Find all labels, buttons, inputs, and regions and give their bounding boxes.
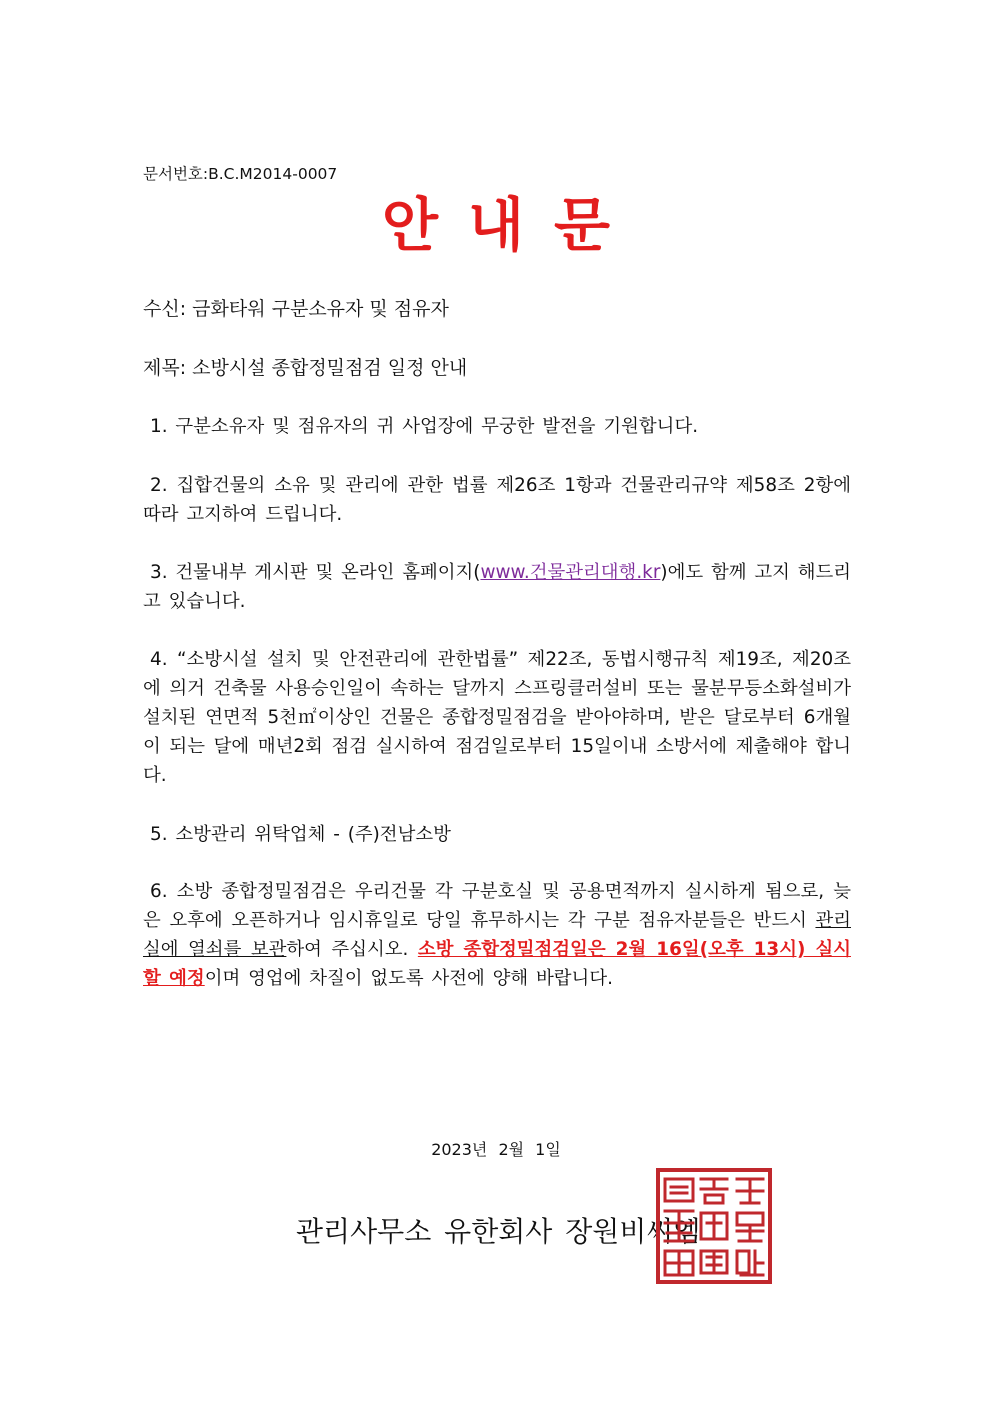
homepage-link[interactable]: www.건물관리대행.kr xyxy=(480,562,661,583)
subject-line: 제목: 소방시설 종합정밀점검 일정 안내 xyxy=(143,357,468,379)
company-seal xyxy=(655,1167,773,1285)
paragraph-2 xyxy=(143,471,851,529)
paragraph-3-text-before: 3. 건물내부 게시판 및 온라인 홈페이지( xyxy=(150,562,481,583)
paragraph-2-text: 2. 집합건물의 소유 및 관리에 관한 법률 제26조 1항과 건물관리규약 제58조 2항에 따라 고지하여 드립니다. xyxy=(143,475,851,525)
paragraph-4-text: 4. “소방시설 설치 및 안전관리에 관한법률” 제22조, 동법시행규칙 제19조, 제20조에 의거 건축물 사용승인일이 속하는 달까지 스프링클러설비 또는 물분무등소화설비가 설치된 연면적 5천㎡이상인 건물은 종합정밀점검을 받아야하며, 받은 달로부터 6개월이 되는 달에 매년2회 점검 실시하여 점검일로부터 15일이내 소방서에 제출해야 합니다. xyxy=(143,649,851,786)
paragraph-5-text: 5. 소방관리 위탁업체 - (주)전남소방 xyxy=(150,824,451,845)
document-date: 2023년 2월 1일 xyxy=(431,1140,561,1159)
recipient-line: 수신: 금화타워 구분소유자 및 점유자 xyxy=(143,298,449,320)
paragraph-3 xyxy=(143,558,851,616)
signature-line: 관리사무소 유한회사 장원비씨엠 xyxy=(296,1215,701,1248)
inspection-date-notice: 소방 종합정밀점검일은 2월 16일(오후 13시) 실시할 예정 xyxy=(143,939,851,989)
page-title: 안내문 xyxy=(381,191,641,259)
paragraph-4 xyxy=(143,645,851,790)
paragraph-1 xyxy=(143,412,851,441)
paragraph-6 xyxy=(143,877,851,993)
paragraph-6-text-c: 이며 영업에 차질이 없도록 사전에 양해 바랍니다. xyxy=(204,968,613,989)
paragraph-3-text-after: )에도 함께 고지 해드리고 있습니다. xyxy=(143,562,851,612)
paragraph-6-text-a: 6. 소방 종합정밀점검은 우리건물 각 구분호실 및 공용면적까지 실시하게 됨으로, 늦은 오후에 오픈하거나 임시휴일로 당일 휴무하시는 각 구분 점유자분들은 반드시 xyxy=(143,881,851,931)
paragraph-6-text-b: 하여 주십시오. xyxy=(286,939,418,960)
paragraph-1-text: 1. 구분소유자 및 점유자의 귀 사업장에 무궁한 발전을 기원합니다. xyxy=(150,416,699,437)
key-storage-notice: 관리실에 열쇠를 보관 xyxy=(143,910,851,960)
document-number: 문서번호:B.C.M2014-0007 xyxy=(143,165,338,183)
paragraph-5 xyxy=(143,820,851,849)
